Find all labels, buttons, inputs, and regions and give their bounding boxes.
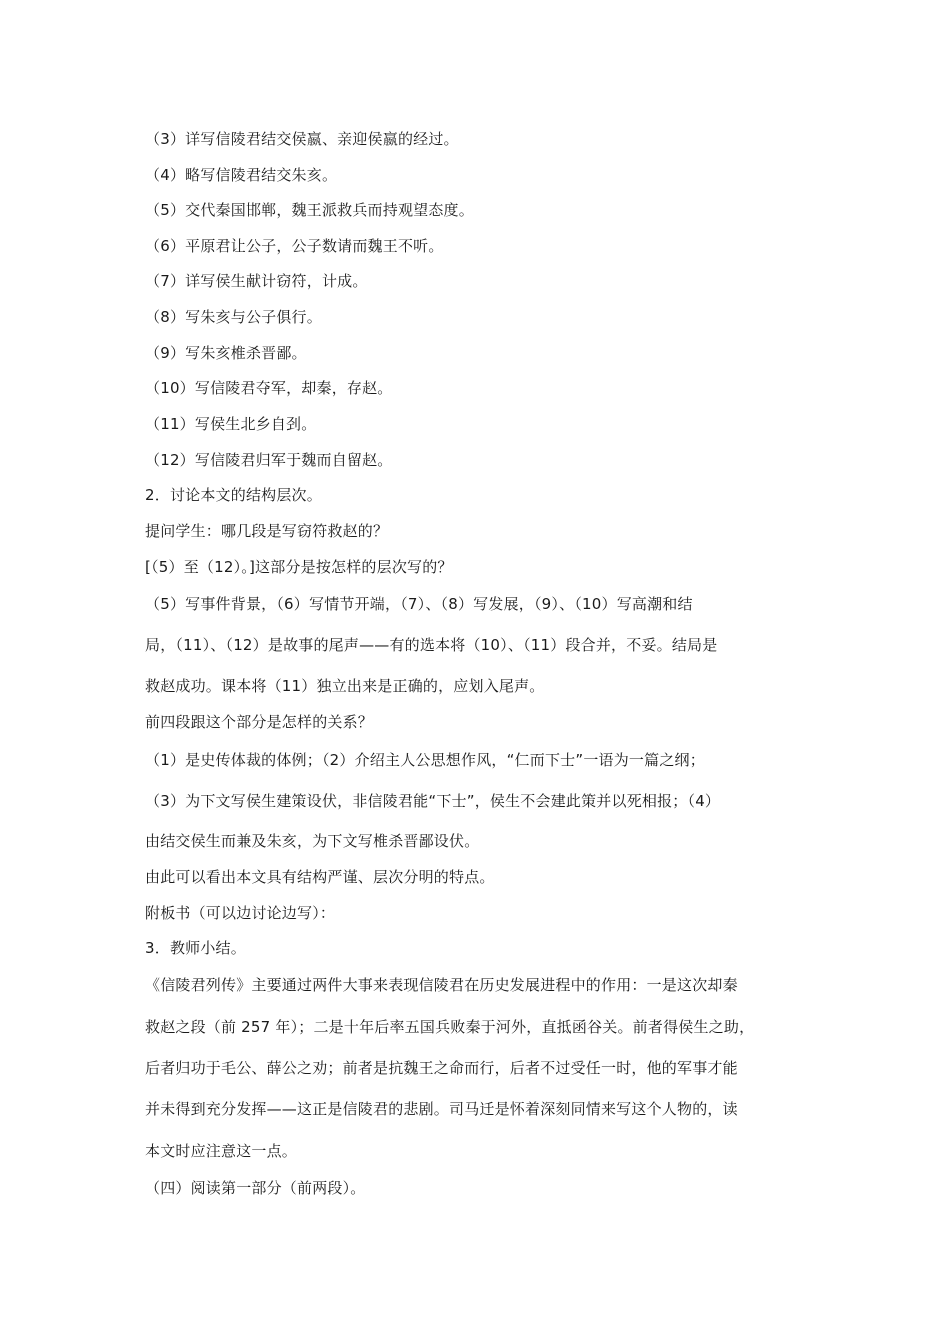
text-line: 救赵之段（前 257 年）；二是十年后率五国兵败秦于河外，直抵函谷关。前者得侯生之助， (145, 1018, 755, 1036)
text-line: 由结交侯生而兼及朱亥，为下文写椎杀晋鄙设伏。 (145, 832, 480, 850)
text-line: 后者归功于毛公、薛公之劝；前者是抗魏王之命而行，后者不过受任一时，他的军事才能 (145, 1059, 738, 1077)
text-line: （5）交代秦国邯郸，魏王派救兵而持观望态度。 (145, 201, 474, 219)
text-line: （1）是史传体裁的体例；（2）介绍主人公思想作风，“仁而下士”一语为一篇之纲； (145, 751, 705, 769)
text-line: 附板书（可以边讨论边写）： (145, 904, 336, 922)
text-line: 救赵成功。课本将（11）独立出来是正确的，应划入尾声。 (145, 677, 545, 695)
text-line: [（5）至（12）。]这部分是按怎样的层次写的？ (145, 558, 453, 576)
text-line: （3）为下文写侯生建策设伏，非信陵君能“下士”，侯生不会建此策并以死相报；（4） (145, 792, 721, 810)
text-line: 本文时应注意这一点。 (145, 1142, 298, 1160)
text-line: （6）平原君让公子，公子数请而魏王不听。 (145, 237, 444, 255)
text-line: 前四段跟这个部分是怎样的关系？ (145, 713, 374, 731)
text-line: （4）略写信陵君结交朱亥。 (145, 166, 338, 184)
text-line: 《信陵君列传》主要通过两件大事来表现信陵君在历史发展进程中的作用：一是这次却秦 (145, 976, 738, 994)
text-line: 局，（11）、（12）是故事的尾声——有的选本将（10）、（11）段合并，不妥。结局是 (145, 636, 718, 654)
text-line: （9）写朱亥椎杀晋鄙。 (145, 344, 307, 362)
text-line: 3．教师小结。 (145, 939, 246, 957)
text-line: 并未得到充分发挥——这正是信陵君的悲剧。司马迁是怀着深刻同情来写这个人物的，读 (145, 1100, 738, 1118)
text-line: 提问学生：哪几段是写窃符救赵的？ (145, 522, 389, 540)
text-line: （四）阅读第一部分（前两段）。 (145, 1179, 366, 1197)
text-line: （3）详写信陵君结交侯嬴、亲迎侯嬴的经过。 (145, 130, 459, 148)
text-line: （5）写事件背景，（6）写情节开端，（7）、（8）写发展，（9）、（10）写高潮和结 (145, 595, 693, 613)
text-line: （8）写朱亥与公子俱行。 (145, 308, 322, 326)
text-line: （7）详写侯生献计窃符，计成。 (145, 272, 368, 290)
text-line: 由此可以看出本文具有结构严谨、层次分明的特点。 (145, 868, 495, 886)
text-line: 2．讨论本文的结构层次。 (145, 486, 322, 504)
text-line: （12）写信陵君归军于魏而自留赵。 (145, 451, 393, 469)
text-line: （10）写信陵君夺军，却秦，存赵。 (145, 379, 393, 397)
text-line: （11）写侯生北乡自刭。 (145, 415, 317, 433)
